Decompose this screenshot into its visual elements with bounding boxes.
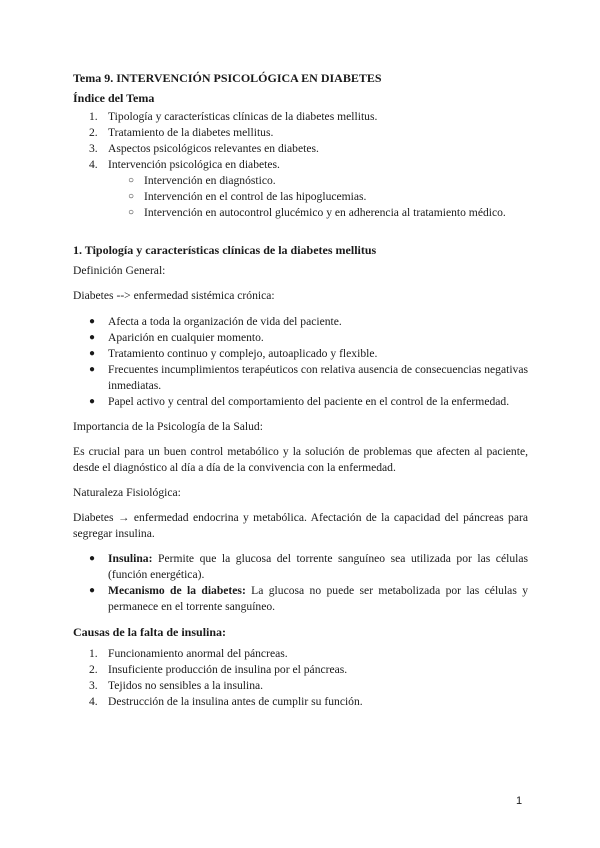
- list-item: [73, 662, 528, 678]
- bullet-icon: ●: [89, 396, 96, 407]
- list-item-text: Papel activo y central del comportamiento del paciente en el control de la enfermedad.: [108, 395, 510, 408]
- importance-label: Importancia de la Psicología de la Salud:: [73, 420, 263, 433]
- list-marker: 2.: [89, 663, 98, 676]
- list-marker: 1.: [89, 110, 98, 123]
- index-subitem: [73, 173, 528, 189]
- list-item: [73, 694, 528, 710]
- list-item: [73, 583, 528, 615]
- index-item-text: Tipología y características clínicas de la diabetes mellitus.: [108, 110, 378, 123]
- list-item-text: Permite que la glucosa del torrente sanguíneo sea utilizada por las células (función energética).: [108, 552, 528, 581]
- index-item-text: Intervención psicológica en diabetes.: [108, 158, 280, 171]
- causes-heading: Causas de la falta de insulina:: [73, 625, 227, 639]
- bullet-icon: ●: [89, 332, 96, 343]
- index-item: [73, 157, 528, 173]
- list-item-text: Tejidos no sensibles a la insulina.: [108, 679, 264, 692]
- document-title: Tema 9. INTERVENCIÓN PSICOLÓGICA EN DIABETES: [73, 71, 382, 85]
- index-item: [73, 141, 528, 157]
- bullet-icon: ●: [89, 348, 96, 359]
- index-list: [73, 109, 528, 173]
- list-item: [73, 678, 528, 694]
- bullet-icon: ●: [89, 364, 96, 375]
- definition-text: Diabetes --> enfermedad sistémica crónica:: [73, 289, 275, 302]
- causes-list: [73, 646, 528, 710]
- list-item-text: Afecta a toda la organización de vida del paciente.: [108, 315, 342, 328]
- list-marker: 3.: [89, 679, 98, 692]
- list-item: [73, 346, 528, 362]
- list-item-text: Aparición en cualquier momento.: [108, 331, 264, 344]
- index-item-text: Aspectos psicológicos relevantes en diabetes.: [108, 142, 319, 155]
- list-marker: 1.: [89, 647, 98, 660]
- physiology-text: Diabetes → enfermedad endocrina y metabólica. Afectación de la capacidad del páncreas para segregar insulina.: [73, 511, 528, 540]
- list-item-text: La glucosa no puede ser metabolizada por las células y permanece en el torrente sanguíneo.: [108, 584, 528, 613]
- list-item-text: Tratamiento continuo y complejo, autoaplicado y flexible.: [108, 347, 378, 360]
- physiology-label: Naturaleza Fisiológica:: [73, 486, 181, 499]
- section-heading: 1. Tipología y características clínicas de la diabetes mellitus: [73, 243, 377, 257]
- page-content: [73, 70, 528, 710]
- list-item: [73, 314, 528, 330]
- index-item: [73, 125, 528, 141]
- list-item: [73, 646, 528, 662]
- list-item-text: Insuficiente producción de insulina por el páncreas.: [108, 663, 348, 676]
- index-subitem: [73, 189, 528, 205]
- list-item: [73, 330, 528, 346]
- list-item-text: Funcionamiento anormal del páncreas.: [108, 647, 288, 660]
- index-item-text: Tratamiento de la diabetes mellitus.: [108, 126, 274, 139]
- list-item-text: Destrucción de la insulina antes de cumplir su función.: [108, 695, 363, 708]
- circle-bullet-icon: ○: [128, 207, 135, 218]
- list-item-text: Frecuentes incumplimientos terapéuticos con relativa ausencia de consecuencias negativas inmediatas.: [108, 363, 528, 392]
- list-marker: 3.: [89, 142, 98, 155]
- term-label: Mecanismo de la diabetes:: [108, 584, 246, 597]
- index-sublist: [73, 173, 528, 221]
- importance-text: Es crucial para un buen control metabólico y la solución de problemas que afecten al paciente, desde el diagnóstico al día a día de la convivencia con la enfermedad.: [73, 445, 528, 474]
- index-subitem: [73, 205, 528, 221]
- definition-bullets: [73, 314, 528, 410]
- circle-bullet-icon: ○: [128, 175, 135, 186]
- index-item: [73, 109, 528, 125]
- bullet-icon: ●: [89, 585, 96, 596]
- term-label: Insulina:: [108, 552, 153, 565]
- list-marker: 4.: [89, 158, 98, 171]
- page-number: 1: [516, 795, 523, 807]
- index-subitem-text: Intervención en diagnóstico.: [144, 174, 276, 187]
- list-marker: 2.: [89, 126, 98, 139]
- list-marker: 4.: [89, 695, 98, 708]
- index-heading: Índice del Tema: [73, 91, 155, 105]
- physiology-bullets: [73, 551, 528, 615]
- index-subitem-text: Intervención en autocontrol glucémico y en adherencia al tratamiento médico.: [144, 206, 506, 219]
- list-item: [73, 362, 528, 394]
- bullet-icon: ●: [89, 553, 96, 564]
- circle-bullet-icon: ○: [128, 191, 135, 202]
- list-item: [73, 394, 528, 410]
- index-subitem-text: Intervención en el control de las hipoglucemias.: [144, 190, 367, 203]
- list-item: [73, 551, 528, 583]
- definition-label: Definición General:: [73, 264, 166, 277]
- bullet-icon: ●: [89, 316, 96, 327]
